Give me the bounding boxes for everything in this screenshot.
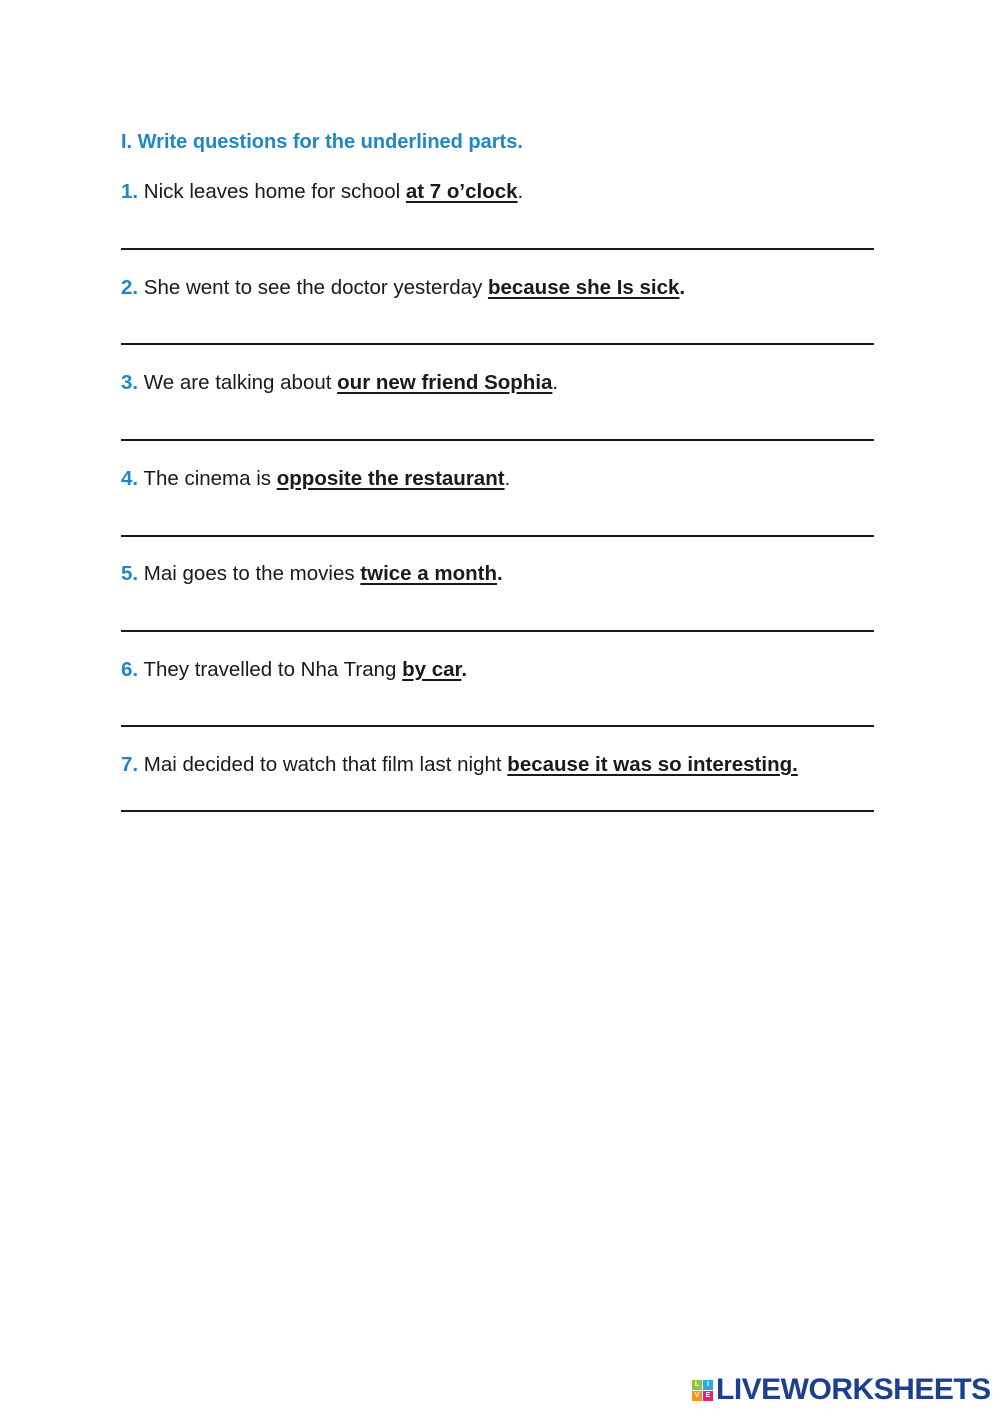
question-end: . [504, 467, 511, 490]
question-text: The cinema is [138, 467, 277, 490]
question-item-2 [121, 276, 881, 300]
answer-line[interactable] [121, 535, 874, 537]
answer-line[interactable] [121, 630, 874, 632]
question-item-4 [121, 467, 881, 491]
answer-line[interactable] [121, 810, 874, 812]
answer-line[interactable] [121, 725, 874, 727]
question-number: 5. [121, 562, 139, 585]
question-text: Nick leaves home for school [138, 180, 406, 203]
underlined-part: our new friend Sophia [337, 371, 553, 394]
liveworksheets-logo [692, 1374, 991, 1406]
question-sentence [121, 562, 881, 586]
question-end: . [461, 658, 468, 681]
question-item-6 [121, 658, 881, 682]
question-text: She went to see the doctor yesterday [138, 276, 488, 299]
question-sentence [121, 753, 881, 777]
underlined-part: twice a month [360, 562, 497, 585]
question-sentence [121, 180, 881, 204]
underlined-part: by car [402, 658, 462, 681]
logo-text: LIVEWORKSHEETS [716, 1373, 991, 1406]
question-text: They travelled to Nha Trang [138, 658, 403, 681]
question-text: We are talking about [138, 371, 338, 394]
question-item-7 [121, 753, 881, 777]
answer-line[interactable] [121, 439, 874, 441]
question-number: 3. [121, 371, 139, 394]
question-end: . [552, 371, 559, 394]
question-item-5 [121, 562, 881, 586]
question-end: . [496, 562, 503, 585]
question-item-1 [121, 180, 881, 204]
underlined-part: at 7 o’clock [405, 180, 518, 203]
question-sentence [121, 371, 881, 395]
question-end: . [679, 276, 686, 299]
question-number: 6. [121, 658, 139, 681]
question-sentence [121, 658, 881, 682]
question-text: Mai goes to the movies [138, 562, 361, 585]
question-item-3 [121, 371, 881, 395]
question-number: 4. [121, 467, 139, 490]
question-end: . [517, 180, 524, 203]
worksheet-title: I. Write questions for the underlined parts. [121, 131, 523, 153]
underlined-part: because she Is sick [487, 276, 680, 299]
answer-line[interactable] [121, 248, 874, 250]
underlined-part: because it was so interesting. [507, 753, 798, 776]
question-number: 1. [121, 180, 139, 203]
question-number: 2. [121, 276, 139, 299]
underlined-part: opposite the restaurant [276, 467, 505, 490]
answer-line[interactable] [121, 343, 874, 345]
question-sentence [121, 467, 881, 491]
question-number: 7. [121, 753, 139, 776]
question-sentence [121, 276, 881, 300]
question-text: Mai decided to watch that film last night [138, 753, 508, 776]
logo-mark-icon: L I V E [692, 1380, 713, 1401]
